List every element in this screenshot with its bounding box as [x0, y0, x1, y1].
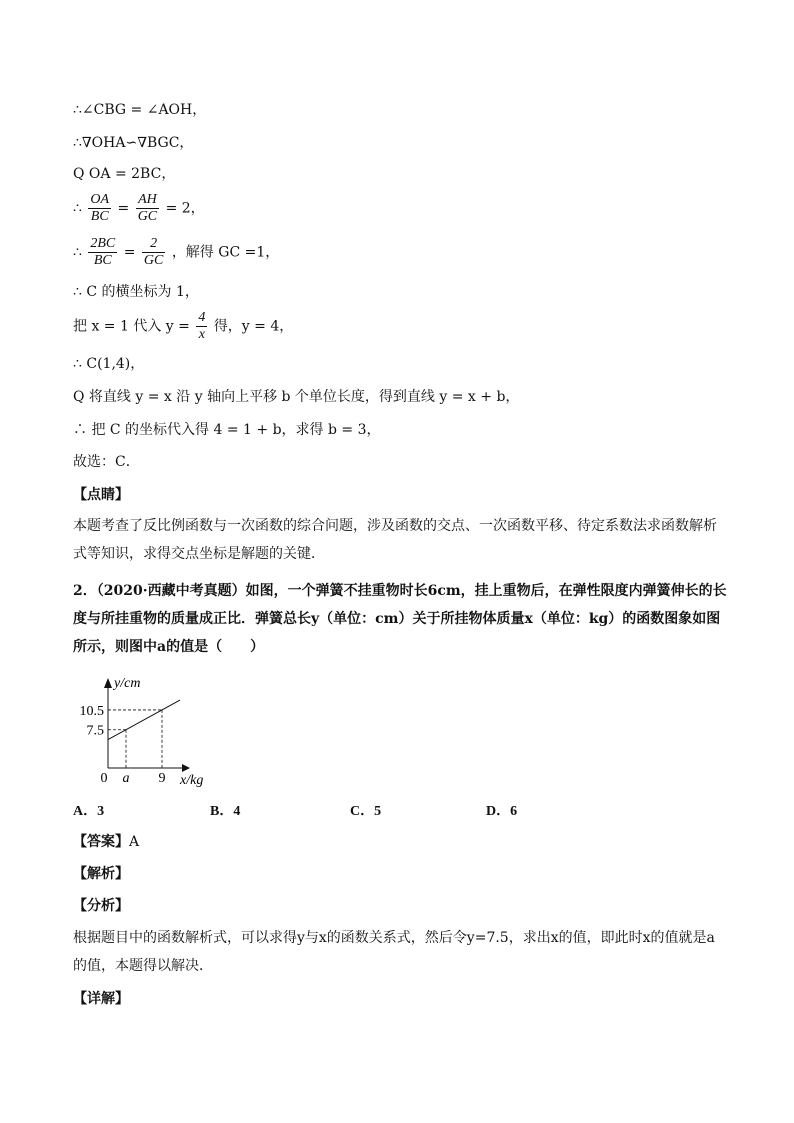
solution-line-11: 故选：C．: [73, 454, 140, 470]
x-tick-label: 9: [158, 771, 166, 786]
solution-line-8: ∴ C(1,4)，: [73, 356, 145, 372]
therefore-symbol: ∴: [73, 200, 82, 217]
solution-line-1: ∴∠CBG = ∠AOH，: [73, 102, 207, 118]
answer-label: 【答案】: [73, 834, 129, 850]
origin-label: 0: [100, 771, 108, 786]
question-text: 如图，一个弹簧不挂重物时长6cm，挂上重物后，在弹性限度内弹簧伸长的长度与所挂重物的质量成正比．弹簧总长y（单位：cm）关于所挂物体质量x（单位：kg）的函数图象如图所示，则图中a的值是（ ）: [73, 583, 727, 655]
xiangjie-heading: 【详解】: [73, 991, 129, 1007]
fenxi-heading: 【分析】: [73, 898, 129, 914]
question-source: （2020·西藏中考真题）: [96, 583, 246, 599]
solution-line-4: [73, 192, 205, 225]
question-2: [73, 577, 728, 661]
substitute-text: 把 x = 1 代入 y =: [73, 318, 190, 335]
fraction-denominator: GC: [143, 253, 164, 268]
fraction-numerator: 4: [198, 310, 206, 325]
solution-line-2: ∴∇OHA∽∇BGC，: [73, 135, 194, 151]
equals-sign: =: [123, 244, 136, 261]
answer-value: A: [129, 834, 140, 850]
x-axis-label: x/kg: [180, 773, 204, 788]
y-tick-label: 10.5: [79, 703, 104, 719]
option-c[interactable]: C．5: [350, 804, 382, 819]
fraction-2-gc: [142, 236, 165, 269]
therefore-symbol: ∴: [73, 244, 82, 261]
y-tick-label: 7.5: [86, 723, 104, 739]
fraction-numerator: 2: [142, 236, 165, 253]
x-axis-arrow: [182, 764, 190, 772]
dianjing-heading: 【点睛】: [73, 487, 129, 503]
fraction-denominator: BC: [90, 209, 109, 224]
fraction-numerator: 2BC: [90, 236, 116, 251]
solution-line-3: Q OA = 2BC，: [73, 166, 176, 182]
option-d[interactable]: D．6: [486, 804, 518, 819]
spring-length-line: [108, 700, 180, 740]
equals-sign: =: [117, 200, 130, 217]
spring-length-graph: [70, 668, 220, 788]
solution-line-7: [73, 310, 293, 343]
jiexi-heading: 【解析】: [73, 866, 129, 882]
solution-line-6: ∴ C 的横坐标为 1，: [73, 284, 199, 300]
equation-tail: = 2，: [165, 200, 205, 217]
fenxi-text: 根据题目中的函数解析式，可以求得y与x的函数关系式，然后令y=7.5，求出x的值，即此时x的值就是a的值，本题得以解决．: [73, 930, 715, 974]
fraction-4-x: [196, 310, 207, 343]
fraction-numerator: AH: [136, 192, 159, 209]
question-number: 2．: [73, 583, 97, 599]
fraction-2bc-bc: [88, 236, 117, 269]
answer: [73, 832, 139, 852]
y-axis-arrow: [104, 678, 112, 688]
solution-line-10: ∴ 把 C 的坐标代入得 4 = 1 + b，求得 b = 3，: [73, 422, 381, 438]
fraction-oa-bc: [88, 192, 111, 225]
fraction-numerator: OA: [90, 192, 110, 207]
fraction-denominator: BC: [93, 253, 112, 268]
option-a[interactable]: A．3: [73, 804, 105, 819]
fraction-ah-gc: [136, 192, 159, 225]
solution-line-5: [73, 236, 279, 269]
solution-line-9: Q 将直线 y = x 沿 y 轴向上平移 b 个单位长度，得到直线 y = x + b，: [73, 389, 520, 405]
equation-tail: ，解得 GC =1，: [171, 244, 280, 261]
option-b[interactable]: B．4: [210, 804, 241, 819]
equation-tail: 得，y = 4，: [213, 318, 294, 335]
x-tick-label: a: [122, 771, 130, 786]
fraction-denominator: GC: [137, 209, 158, 224]
dianjing-text: 本题考查了反比例函数与一次函数的综合问题，涉及函数的交点、一次函数平移、待定系数法求函数解析式等知识，求得交点坐标是解题的关键．: [73, 518, 717, 562]
fraction-denominator: x: [198, 327, 205, 342]
y-axis-label: y/cm: [114, 676, 141, 691]
